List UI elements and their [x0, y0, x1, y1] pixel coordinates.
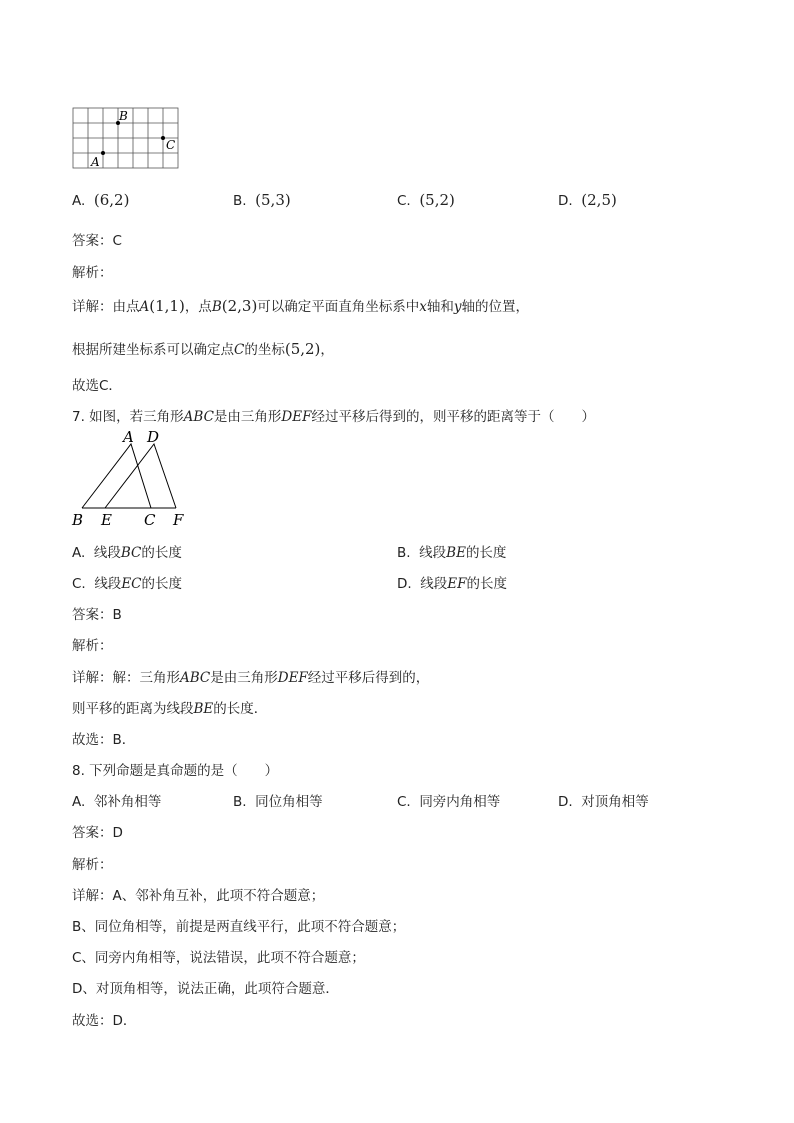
q7-answer: 答案：B: [72, 607, 122, 623]
q8-detail-line3: C、同旁内角相等，说法错误，此项不符合题意；: [72, 950, 365, 966]
q8-detail-line4: D、对顶角相等，说法正确，此项符合题意．: [72, 981, 339, 997]
q8-option-b: B. 同位角相等: [233, 794, 323, 810]
label-c: C: [166, 138, 176, 152]
q7-option-c: C. 线段EC的长度: [72, 576, 182, 592]
q6-conclusion: 故选C．: [72, 378, 122, 394]
q6-answer: 答案：C: [72, 233, 122, 249]
q6-analysis-label: 解析：: [72, 265, 113, 281]
label-e: E: [101, 511, 112, 529]
q6-detail-line2: 根据所建坐标系可以确定点C的坐标(5,2)，: [72, 340, 334, 358]
q6-option-a: A. (6,2): [72, 191, 130, 209]
q6-detail-line1: 详解：由点A(1,1)，点B(2,3)可以确定平面直角坐标系中x轴和y轴的位置，: [72, 297, 530, 315]
q8-answer: 答案：D: [72, 825, 123, 841]
label-f: F: [173, 511, 184, 529]
point-c: [161, 136, 165, 140]
q8-analysis-label: 解析：: [72, 857, 113, 873]
q7-analysis-label: 解析：: [72, 638, 113, 654]
q7-stem: 7. 如图，若三角形ABC是由三角形DEF经过平移后得到的，则平移的距离等于（ ）: [72, 409, 595, 425]
label-b: B: [119, 109, 128, 123]
q6-option-b: B. (5,3): [233, 191, 291, 209]
q8-option-d: D. 对顶角相等: [558, 794, 649, 810]
q7-option-d: D. 线段EF的长度: [397, 576, 508, 592]
label-a: A: [123, 428, 134, 446]
label-c: C: [144, 511, 156, 529]
q7-detail-line1: 详解：解：三角形ABC是由三角形DEF经过平移后得到的，: [72, 670, 430, 686]
label-d: D: [147, 428, 160, 446]
point-a: [101, 151, 105, 155]
translation-triangle-figure: [68, 428, 198, 530]
q7-detail-line2: 则平移的距离为线段BE的长度．: [72, 701, 268, 717]
q8-detail-line1: 详解：A、邻补角互补，此项不符合题意；: [72, 888, 325, 904]
coordinate-grid-figure: [70, 105, 182, 173]
q8-detail-line2: B、同位角相等，前提是两直线平行，此项不符合题意；: [72, 919, 406, 935]
q8-option-a: A. 邻补角相等: [72, 794, 162, 810]
label-b: B: [72, 511, 84, 529]
label-a: A: [91, 155, 100, 169]
q8-conclusion: 故选：D．: [72, 1013, 137, 1029]
q6-option-d: D. (2,5): [558, 191, 617, 209]
q6-option-c: C. (5,2): [397, 191, 455, 209]
triangle-abc: [82, 444, 151, 508]
q8-stem: 8. 下列命题是真命题的是（ ）: [72, 763, 279, 779]
q8-option-c: C. 同旁内角相等: [397, 794, 501, 810]
q7-conclusion: 故选：B．: [72, 732, 136, 748]
q7-option-a: A. 线段BC的长度: [72, 545, 182, 561]
q7-option-b: B. 线段BE的长度: [397, 545, 507, 561]
